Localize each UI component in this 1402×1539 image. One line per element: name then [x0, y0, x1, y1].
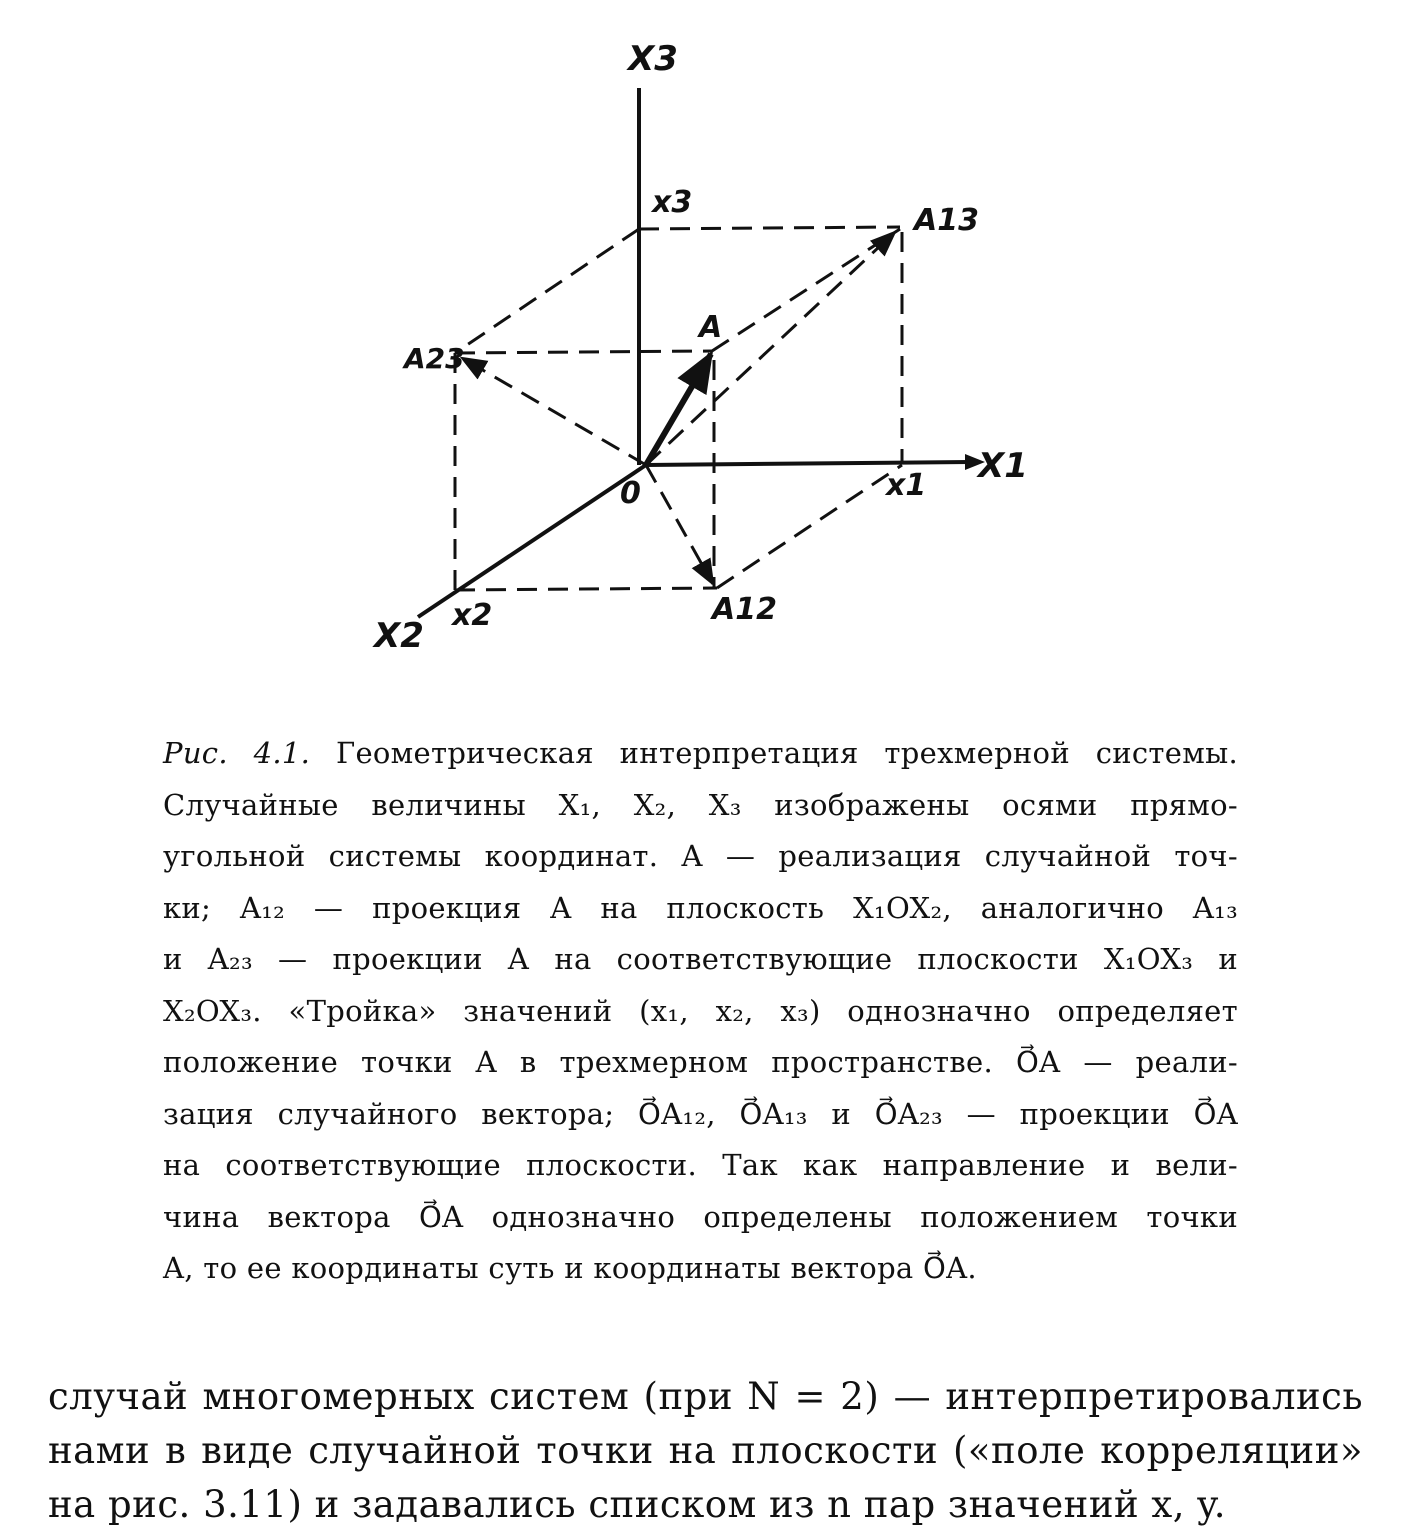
label-X2: X2 — [374, 616, 424, 656]
label-X1: X1 — [978, 446, 1028, 486]
label-A13: A13 — [914, 203, 979, 238]
dash-x2-a12 — [455, 588, 717, 590]
caption-line-8: зация случайного вектора; O⃗A₁₂, O⃗A₁₃ и O⃗A₂₃ — проекции O⃗A — [163, 1096, 1238, 1131]
caption-line-6: X₂OX₃. «Тройка» значений (x₁, x₂, x₃) однозначно определяет — [163, 993, 1238, 1028]
label-x3: x3 — [652, 185, 693, 220]
vector-oa12 — [646, 465, 713, 584]
caption-line-10: чина вектора O⃗A однозначно определены положением точки — [163, 1199, 1238, 1234]
caption-label: Рис. 4.1. — [163, 736, 311, 770]
figure-3d-coordinate-system — [0, 0, 1402, 700]
caption-line-11: A, то ее координаты суть и координаты вектора O⃗A. — [163, 1251, 977, 1285]
figure-caption — [163, 728, 1238, 1295]
caption-line-4: ки; A₁₂ — проекция A на плоскость X₁OX₂, аналогично A₁₃ — [163, 890, 1238, 925]
axis-x2 — [418, 465, 646, 617]
label-A23: A23 — [404, 342, 465, 375]
dash-x3-a13 — [639, 227, 900, 229]
body-line-2: нами в виде случайной точки на плоскости («поле корреляции» — [48, 1429, 1363, 1472]
caption-line-5: и A₂₃ — проекции A на соответствующие плоскости X₁OX₃ и — [163, 942, 1238, 976]
caption-line-3: угольной системы координат. A — реализация случайной точ- — [163, 839, 1238, 873]
vector-oa — [646, 354, 711, 465]
caption-line-2: Случайные величины X₁, X₂, X₃ изображены осями прямо- — [163, 787, 1238, 822]
label-X3: X3 — [628, 39, 678, 79]
caption-line-9: на соответствующие плоскости. Так как направление и вели- — [163, 1148, 1238, 1182]
label-A12: A12 — [712, 592, 777, 627]
caption-line-7: положение точки A в трехмерном пространстве. O⃗A — реали- — [163, 1045, 1238, 1079]
label-A: A — [699, 310, 723, 345]
body-paragraph — [48, 1370, 1363, 1532]
dash-a-a13 — [712, 229, 900, 351]
axis-x1 — [646, 462, 970, 465]
dash-a12-x1 — [717, 465, 902, 588]
body-line-3: на рис. 3.11) и задавались списком из n пар значений x, y. — [48, 1483, 1227, 1526]
caption-line-1: Рис. 4.1. Геометрическая интерпретация трехмерной системы. — [163, 736, 1238, 770]
label-x1: x1 — [886, 468, 927, 503]
label-origin-O: 0 — [620, 476, 641, 511]
label-x2: x2 — [452, 598, 493, 633]
vector-oa13 — [646, 232, 895, 465]
dash-a23-a — [455, 351, 712, 353]
body-line-1: случай многомерных систем (при N = 2) — интерпретировались — [48, 1375, 1363, 1418]
dash-x3-a23 — [455, 229, 639, 353]
vector-oa23 — [462, 358, 646, 465]
